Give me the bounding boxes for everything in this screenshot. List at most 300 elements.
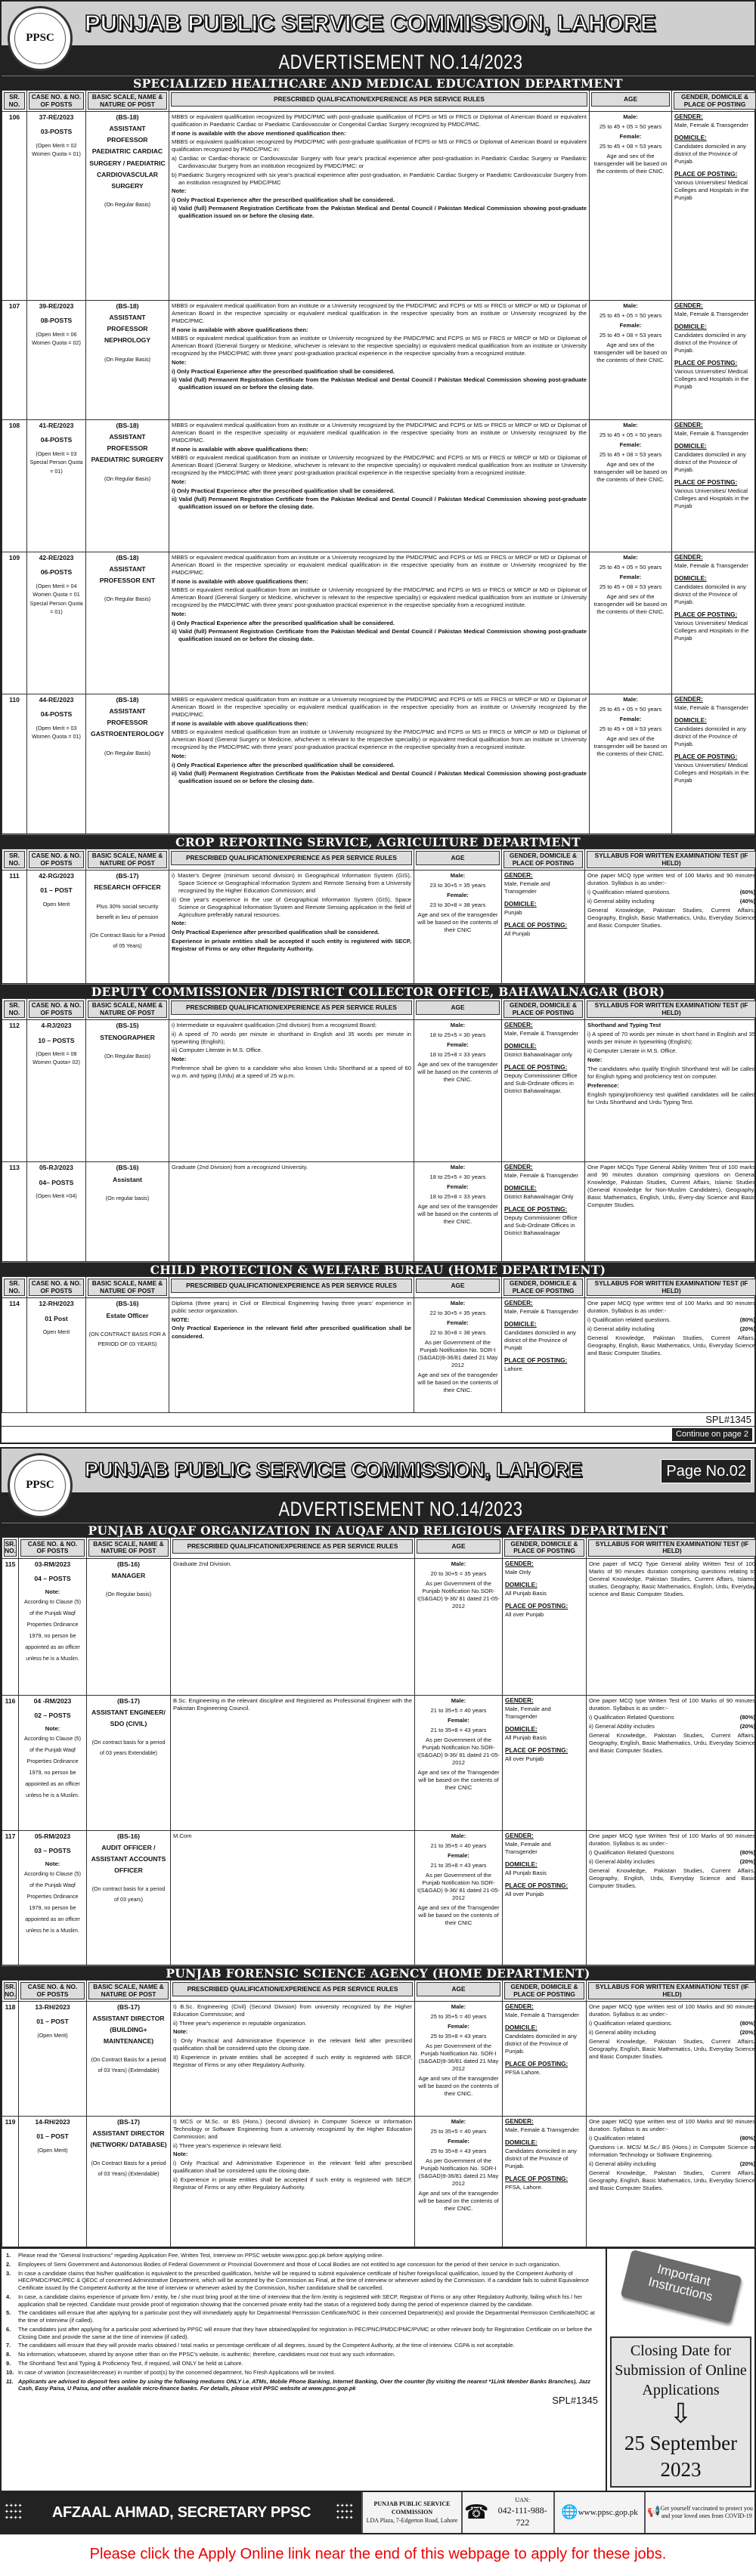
domicile-value: Candidates domiciled in any district of the Province of Punjab — [504, 1329, 582, 1352]
age-cell — [590, 552, 672, 694]
text-line: MBBS or equivalent medical qualification from an institute or a University recognized by the PMDC/PMC and FCPS or MS or FRCS or MRCP or MD or Diplomat of American Board in the respective speciality or equivalent medical qualification in the respective speciality from an institute or University recognized by the PMDC/PMC. — [172, 554, 587, 577]
table-row — [2, 552, 756, 694]
text-line: Only Practical Experience after prescribed qualification shall be considered. — [172, 929, 411, 936]
gender-label: GENDER: — [504, 1300, 582, 1308]
posts-count: 01 – POST — [21, 2018, 84, 2026]
posting-block — [674, 611, 755, 642]
table-row — [2, 1830, 756, 1965]
syl-block — [589, 2003, 755, 2061]
text-line: i) Only Practical Experience after the prescribed qualification shall be considered. — [172, 762, 587, 769]
basic-scale: (BS-17) — [89, 2118, 168, 2126]
column-header-label: GENDER, DOMICILE & PLACE OF POSTING — [503, 1000, 583, 1018]
domicile-label: DOMICILE: — [674, 575, 755, 583]
text-line: As per Government of the Punjab Notification No. SOR-I (S&GAD)9-36/81 dated 21 May 2012 — [417, 2157, 500, 2188]
case-cell — [19, 2002, 87, 2117]
instruction-number: 4. — [6, 2293, 18, 2309]
posting-block — [504, 1064, 582, 1095]
posting-block — [505, 1747, 584, 1763]
column-header-age — [414, 999, 502, 1020]
text-line: Experience in private entities shall be accepted if such entity is registered with SECP, Registrar of Firms or any other Regularity Authority. — [172, 938, 411, 953]
case-number: 14-RH/2023 — [21, 2118, 84, 2126]
instruction-text: The candidates will ensure that they will provide marks obtained / total marks or percentage certificate of all degrees, issued by the Competent Authority, at the time of interview. CGPA is not acceptable. — [18, 2342, 515, 2349]
post-cell — [86, 552, 169, 694]
basic-scale: (BS-17) — [89, 1697, 168, 1705]
closing-date-label: Closing Date for Submission of Online Applications — [613, 2341, 748, 2400]
gender-label: GENDER: — [504, 872, 582, 880]
text-line — [589, 2029, 755, 2036]
age-block — [592, 554, 669, 616]
domicile-value: Candidates domiciled in any district of the Province of Punjab. — [674, 332, 755, 354]
table-row — [2, 1162, 756, 1262]
column-header-label: CASE NO. & NO. OF POSTS — [29, 92, 84, 110]
posting-label: PLACE OF POSTING: — [674, 611, 755, 620]
column-header-syl — [585, 1277, 756, 1298]
text-line: MBBS or equivalent medical qualification from an institute or a University recognized by the PMDC/PMC and FCPS or MS or FRCS or MRCP or MD or Diplomat of American Board in the respective speciality or equivalent medical qualification in the respective speciality from an institute or University recognized by the PMDC/PMC. — [172, 422, 587, 444]
text-line: ii) Valid (full) Permanent Registration Certificate from the Pakistan Medical and Dental Council / Pakistan Medical Commission showing post-graduate qualification issued on or before the closing date. — [172, 376, 587, 391]
closing-date: 25 September 2023 — [613, 2430, 748, 2483]
syl-block — [587, 1300, 755, 1357]
syllabus-item: i) Qualification related questions. — [589, 2020, 672, 2027]
text-line: i) Only Practical Experience after the prescribed qualification shall be considered. — [172, 620, 587, 627]
case-cell — [19, 1695, 87, 1830]
text-line: Female: — [417, 2023, 500, 2030]
table-row — [2, 2117, 756, 2247]
syllabus-cell — [587, 1558, 756, 1695]
text-line: 25 to 45 + 05 = 50 years — [592, 312, 669, 320]
text-line: MBBS or equivalent medical qualification from an institute or University recognized by the PMDC/PMC and FCPS or MS or FRCS or MRCP or MD or Diplomat of American Board (General Surgery or Medicine, whichever is relevant to the respective speciality) or equivalent medical qualification from an institute or University recognized by the PMDC/PMC with three years' post-graduation practical experience in the respective speciality from a recognized institute. — [172, 454, 587, 477]
posting-label: PLACE OF POSTING: — [504, 1206, 582, 1214]
quota-detail: (Open Merit) — [21, 2031, 84, 2040]
text-line: 18 to 25+5 = 30 years — [417, 1031, 499, 1039]
text-line: General Knowledge, Pakistan Studies, Current Affairs, Geography, English, Basic Mathematics, Urdu, Everyday Science and Basic Computer Studies. — [589, 2169, 755, 2192]
qual-block — [172, 1022, 411, 1079]
qual-block — [172, 696, 587, 785]
gender-block — [505, 2118, 584, 2134]
posting-block — [505, 2176, 584, 2191]
age-cell — [590, 112, 672, 301]
instruction-number: 2. — [6, 2261, 18, 2268]
instruction-number: 9. — [6, 2360, 18, 2367]
instruction-item — [6, 2326, 601, 2341]
gender-block — [674, 113, 755, 129]
instruction-number: 11. — [6, 2378, 18, 2393]
syllabus-cell — [585, 1162, 756, 1262]
case-number: 42-RG/2023 — [29, 872, 83, 880]
syllabus-item: ii) General ability including — [587, 898, 655, 905]
domicile-block — [505, 2024, 584, 2055]
domicile-value: Candidates domiciled in any district of the Province of Punjab. — [674, 143, 755, 165]
text-line: 25 to 45 + 05 = 50 years — [592, 123, 669, 131]
age-block — [417, 1560, 500, 1610]
posting-label: PLACE OF POSTING: — [674, 753, 755, 762]
text-line: Age and sex of the transgender will be based on the contents of their CNIC. — [417, 1061, 499, 1084]
text-line: Shorthand and Typing Test — [587, 1022, 755, 1029]
text-line: Note: — [173, 2028, 412, 2036]
instruction-text: Applicants are advised to deposit fees online by using the following mediums ONLY i.e. ATMs, Mobile Phone Banking, Internet Banking, Over the counter (by visiting the nearest *1Link Member Banks Branches), Jazz Cash, Easy Paisa, U Paisa, and other available micro-finance banks. For details, please visit PPSC website at www.ppsc.gop.pk — [18, 2378, 601, 2393]
column-header-gdp — [502, 999, 585, 1020]
text-line: One paper MCQ type Written Test of 100 Marks of 90 minutes duration. Syllabus is as under:- — [589, 1832, 755, 1848]
text-line: 25 to 45 + 05 = 50 years — [592, 431, 669, 439]
apply-online-notice[interactable]: Please click the Apply Online link near the end of this webpage to apply for these jobs. — [0, 2537, 756, 2576]
quota-detail: Open Merit — [29, 1328, 83, 1337]
post-name: MANAGER — [89, 1570, 168, 1582]
column-header-gdp — [503, 1980, 587, 2001]
column-header-label: CASE NO. & NO. OF POSTS — [29, 1279, 84, 1296]
domicile-block — [504, 901, 582, 917]
syllabus-percentage: (20%) — [740, 1858, 755, 1866]
domicile-value: Candidates domiciled in any district of the Province of Punjab. — [505, 2033, 584, 2055]
column-header-age — [415, 1980, 503, 2001]
text-line: 25 to 35+5 = 40 years — [417, 2128, 500, 2135]
closing-date-box — [610, 2336, 751, 2488]
post-cell — [86, 112, 169, 301]
section-title: PUNJAB FORENSIC SCIENCE AGENCY (HOME DEPARTMENT) — [2, 1965, 754, 1980]
domicile-label: DOMICILE: — [505, 1861, 584, 1869]
column-header-sr — [2, 849, 27, 871]
text-line: 18 to 25+8 = 33 years — [417, 1193, 499, 1201]
quota-detail: Open Merit — [29, 900, 83, 909]
column-header-label: BASIC SCALE, NAME & NATURE OF POST — [88, 92, 167, 110]
post-basis: (On Regular Basis) — [88, 474, 166, 484]
text-line — [589, 2135, 755, 2142]
column-header-case — [27, 849, 86, 871]
column-header-label: PRESCRIBED QUALIFICATION/EXPERIENCE AS PER SERVICE RULES — [172, 1539, 413, 1554]
qual-block — [172, 422, 587, 511]
instruction-number: 5. — [6, 2309, 18, 2324]
gender-block — [505, 1832, 584, 1856]
text-line: a) Cardiac or Cardiac-thoracic or Cardiovascular Surgery with four year's practical experience after post-graduation in Paediatric Cardiac Surgery or Paediatric Cardiovascular Surgery from an institution recognized by PMDC/PMC: or — [172, 155, 587, 170]
gender-domicile-cell — [503, 2002, 587, 2117]
qualification-cell — [169, 871, 414, 984]
text-line: Graduate (2nd Division) from a recognized University. — [172, 1164, 411, 1171]
quota-detail: According to Clause (5) of the Punjab Waqf Properties Ordinance 1979, no person be appointed as an officer unless he is a Muslim. — [21, 1868, 84, 1937]
text-line: Only Practical Experience in the relevant field after prescribed qualification shall be considered. — [172, 1325, 411, 1340]
column-header-scale — [86, 849, 169, 871]
post-name: ASSISTANT DIRECTOR (NETWORK/ DATABASE) — [89, 2128, 168, 2151]
case-number: 42-RE/2023 — [29, 554, 83, 562]
syl-block — [589, 1832, 755, 1890]
column-header-case — [19, 1537, 87, 1558]
syllabus-percentage: (80%) — [740, 2020, 755, 2027]
syllabus-percentage: (40%) — [740, 898, 755, 905]
instruction-number: 3. — [6, 2270, 18, 2292]
syllabus-item: ii) General ability including — [589, 2160, 656, 2168]
posts-count: 03 – POSTS — [21, 1847, 84, 1855]
instruction-text: Employees of Semi Government and Autonomous Bodies of Federal Government or Provincial Government and those of Local Bodies are not entitled to age concession for the period of their service in such organization. — [18, 2261, 560, 2268]
post-name: Assistant — [88, 1174, 166, 1186]
post-cell — [86, 1298, 169, 1413]
gender-block — [505, 1560, 584, 1576]
column-header-scale — [87, 1980, 171, 2001]
syllabus-percentage: (20%) — [740, 2160, 755, 2168]
post-basis: (On Regular Basis) — [88, 748, 166, 759]
posting-value: PFSA, Lahore. — [505, 2184, 584, 2191]
website-link[interactable]: www.ppsc.gop.pk — [578, 2507, 638, 2519]
age-cell — [415, 1695, 503, 1830]
text-line: ii) Valid (full) Permanent Registration Certificate from the Pakistan Medical and Dental Council / Pakistan Medical Commission showing post-graduate qualification issued on or before the closing date. — [172, 628, 587, 643]
post-basis: (On contract basis for a period of 03 years) — [89, 1884, 168, 1904]
instruction-item — [6, 2309, 601, 2324]
instruction-number: 7. — [6, 2342, 18, 2349]
syllabus-cell — [587, 2002, 756, 2117]
case-cell — [27, 420, 86, 552]
table-row — [2, 871, 756, 984]
text-line: Age and sex of the transgender will be based on the contents of their CNIC. — [417, 1203, 499, 1226]
age-block — [592, 113, 669, 175]
case-cell — [27, 1162, 86, 1262]
text-line: Note: — [172, 920, 411, 927]
text-line: Male: — [592, 554, 669, 561]
post-basis: (On contract basis for a period of 03 years Extendable) — [89, 1737, 168, 1758]
section-title: PUNJAB AUQAF ORGANIZATION IN AUQAF AND RELIGIOUS AFFAIRS DEPARTMENT — [2, 1523, 754, 1537]
org-name: PUNJAB PUBLIC SERVICE COMMISSION — [364, 2500, 460, 2516]
domicile-label: DOMICILE: — [504, 1185, 582, 1193]
text-line: Female: — [417, 2138, 500, 2145]
instructions-list — [2, 2249, 607, 2491]
domicile-label: DOMICILE: — [505, 1582, 584, 1590]
domicile-label: DOMICILE: — [674, 443, 755, 451]
syllabus-cell — [585, 871, 756, 984]
posting-block — [674, 171, 755, 202]
closing-date-panel — [607, 2249, 754, 2491]
domicile-value: All Punjab Basis — [505, 1734, 584, 1742]
text-line: Male: — [592, 113, 669, 121]
text-line: 21 to 35+8 = 43 years — [417, 1862, 500, 1869]
column-header-scale — [86, 91, 169, 112]
text-line: Note: — [172, 187, 587, 195]
domicile-label: DOMICILE: — [505, 2139, 584, 2148]
basic-scale: (BS-17) — [89, 2003, 168, 2012]
text-line: MBBS or equivalent medical qualification from an institute or a University recognized by the PMDC/PMC and FCPS or MS or FRCS or MRCP or MD or Diplomat of American Board in the respective speciality or equivalent medical qualification in the respective speciality from an institute or University recognized by the PMDC/PMC. — [172, 302, 587, 325]
posts-count: 02 – POSTS — [21, 1712, 84, 1720]
text-line: Age and sex of the Transgender will be based on the contents of their CNIC — [417, 1904, 500, 1927]
column-header-label: PRESCRIBED QUALIFICATION/EXPERIENCE AS PER SERVICE RULES — [172, 1982, 413, 1996]
column-header-label: SYLLABUS FOR WRITTEN EXAMINATION/ TEST (IF HELD) — [588, 1539, 756, 1557]
decorative-stars-icon: ✦✦✦✦ ✦✦✦✦ ✦✦✦✦ — [336, 2503, 358, 2522]
column-header-sr — [2, 1980, 19, 2001]
domicile-value: District Bahawalnagar Only — [504, 1193, 582, 1201]
text-line: MBBS or equivalent medical qualification from an institute or University recognized by the PMDC/PMC and FCPS or MS or FRCS or MRCP or MD or Diplomat of American Board (General Surgery or Medicine, whichever is relevant to the respective speciality) or equivalent medical qualification from an institute or University recognized by the PMDC/PMC with three years' post-graduation practical experience in the respective speciality from a recognized institute. — [172, 586, 587, 609]
gender-block — [504, 1300, 582, 1316]
qual-block — [172, 872, 411, 953]
column-header-label: BASIC SCALE, NAME & NATURE OF POST — [88, 1539, 169, 1557]
qualification-cell — [169, 1298, 414, 1413]
domicile-label: DOMICILE: — [504, 1321, 582, 1329]
text-line: Female: — [592, 574, 669, 581]
gender-block — [674, 696, 755, 712]
gender-block — [504, 1022, 582, 1038]
text-line: ii) Computer Literate in M.S. Office. — [587, 1047, 755, 1055]
post-cell — [86, 420, 169, 552]
posts-count: 04-POSTS — [29, 710, 83, 719]
text-line: i) Only Practical Experience after the prescribed qualification shall be considered. — [172, 368, 587, 376]
posting-block — [674, 360, 755, 391]
column-header-label: PRESCRIBED QUALIFICATION/EXPERIENCE AS PER SERVICE RULES — [171, 92, 587, 107]
domicile-value: District Bahawalnagar only — [504, 1051, 582, 1059]
case-cell — [27, 694, 86, 834]
post-cell — [87, 2002, 171, 2117]
telephone-icon: ☎ — [464, 2500, 488, 2525]
quota-note-label: Note: — [21, 1860, 84, 1868]
column-header-label: GENDER, DOMICILE & PLACE OF POSTING — [504, 1982, 584, 1999]
posting-label: PLACE OF POSTING: — [505, 1747, 584, 1755]
text-line — [587, 1316, 755, 1324]
text-line: Questions i.e. MCS/ M.Sc./ BS (Hons.) in Computer Science or Information Technology or Software Engineering. — [589, 2144, 755, 2159]
text-line: Male: — [417, 1300, 499, 1307]
qualification-cell — [169, 694, 590, 834]
text-line: ii) Experience in private entities shall be accepted if such entity is registered with SECP, Registrar of Firms or any other Regulatory Authority. — [173, 2176, 412, 2191]
text-line: Female: — [417, 1041, 499, 1049]
org-address: LDA Plaza, 7-Edgerton Road, Lahore — [367, 2517, 458, 2525]
text-line: If none is available with above qualifications then: — [172, 720, 587, 728]
gender-value: Male, Female & Transgender — [505, 2012, 584, 2019]
text-line: 21 to 35+5 = 40 years — [417, 1707, 500, 1715]
quota-detail: According to Clause (5) of the Punjab Waqf Properties Ordinance 1979, no person be appointed as an officer unless he is a Muslim. — [21, 1733, 84, 1801]
column-header-qual — [169, 849, 414, 871]
column-header-qual — [169, 1277, 414, 1298]
column-header-label: GENDER, DOMICILE & PLACE OF POSTING — [503, 851, 583, 868]
post-cell — [86, 1162, 169, 1262]
section-title: CHILD PROTECTION & WELFARE BUREAU (HOME DEPARTMENT) — [2, 1262, 754, 1276]
advertisement-number: ADVERTISEMENT NO.14/2023 — [2, 42, 754, 75]
secretary-strip — [2, 2492, 361, 2533]
gender-domicile-cell — [672, 694, 756, 834]
post-name: ASSISTANT PROFESSOR GASTROENTEROLOGY — [88, 706, 166, 740]
gender-value: Male, Female & Transgender — [674, 122, 755, 129]
table-row — [2, 301, 756, 420]
gender-value: Male, Female & Transgender — [504, 1172, 582, 1180]
syllabus-cell — [587, 1695, 756, 1830]
text-line: 21 to 35+5 = 40 years — [417, 1842, 500, 1850]
domicile-value: Candidates domiciled in any district of the Province of Punjab. — [505, 2148, 584, 2170]
domicile-value: Candidates domiciled in any district of the Province of Punjab. — [674, 451, 755, 474]
column-header-label: AGE — [417, 1982, 500, 1996]
column-header-label: BASIC SCALE, NAME & NATURE OF POST — [88, 1279, 167, 1296]
case-number: 05-RJ/2023 — [29, 1164, 83, 1172]
case-cell — [19, 1558, 87, 1695]
gender-domicile-cell — [503, 1558, 587, 1695]
instruction-text: The Shorthand Test and Typing & Proficiency Test, if required, will ONLY be held at Lahore. — [18, 2360, 243, 2367]
posting-value: All over Punjab — [505, 1891, 584, 1898]
text-line: Male: — [592, 302, 669, 310]
posting-block — [504, 922, 582, 938]
table-row — [2, 1298, 756, 1413]
advert-reference: SPL#1345 — [2, 1413, 754, 1426]
text-line — [587, 1325, 755, 1333]
text-line: b) Paediatric Surgery recognized with six year's practical experience after post-graduation, in Paediatric Cardiac Surgery or Paediatric Cardiovascular Surgery from an institution recognized by PMDC/PMC — [172, 172, 587, 187]
column-header-case — [19, 1980, 87, 2001]
posting-value: Lahore. — [504, 1365, 582, 1373]
column-header-qual — [169, 999, 414, 1020]
text-line: 25 to 45 + 08 = 53 years — [592, 143, 669, 150]
case-cell — [27, 871, 86, 984]
text-line: Age and sex of the transgender will be based on the contents of their CNIC. — [592, 153, 669, 175]
instruction-item — [6, 2252, 601, 2259]
gender-domicile-cell — [502, 1020, 585, 1162]
text-line: 18 to 25+5 = 30 years — [417, 1174, 499, 1181]
table-header-row — [2, 1980, 756, 2001]
qual-block — [172, 113, 587, 220]
column-header-syl — [587, 1537, 756, 1558]
text-line: Age and sex of the transgender will be based on the contents of their CNIC. — [592, 593, 669, 616]
age-cell — [414, 1020, 502, 1162]
quota-detail: According to Clause (5) of the Punjab Waqf Properties Ordinance 1979, no person be appointed as an officer unless he is a Muslim. — [21, 1596, 84, 1665]
text-line: 25 to 45 + 05 = 50 years — [592, 706, 669, 713]
text-line: i) Only Practical Experience after the prescribed qualification shall be considered. — [172, 487, 587, 495]
text-line: As per Government of the Punjab Notification No.SOR-I(S&GAD) 9-36/ 81 dated 21-05-2012 — [417, 1580, 500, 1610]
domicile-value: All Punjab Basis — [505, 1869, 584, 1877]
posting-block — [504, 1357, 582, 1373]
instruction-text: In case of variation (increase/decrease) in number of post(s) by the concerned department, No Fresh Applications will be invited. — [18, 2369, 335, 2377]
basic-scale: (BS-16) — [88, 1164, 166, 1172]
post-name: ASSISTANT DIRECTOR (BUILDING+ MAINTENANCE) — [89, 2013, 168, 2047]
column-header-label: GENDER, DOMICILE & PLACE OF POSTING — [504, 1539, 584, 1557]
page-2 — [0, 1447, 756, 2534]
case-cell — [19, 2117, 87, 2247]
sr-no: 107 — [2, 301, 27, 420]
posting-value: Various Universities/ Medical Colleges and Hospitals in the Punjab — [674, 179, 755, 202]
text-line: Female: — [417, 1183, 499, 1191]
qual-block — [173, 1697, 412, 1712]
syllabus-percentage: (80%) — [740, 1316, 755, 1324]
age-block — [417, 1164, 499, 1226]
syllabus-percentage: (80%) — [740, 1714, 755, 1721]
qual-block — [172, 554, 587, 643]
gender-value: Male Only — [505, 1569, 584, 1576]
syllabus-item: i) Qualification related questions. — [587, 1316, 671, 1324]
posting-label: PLACE OF POSTING: — [504, 1357, 582, 1365]
section-title: CROP REPORTING SERVICE, AGRICULTURE DEPARTMENT — [2, 834, 754, 849]
case-cell — [27, 552, 86, 694]
continue-label: Continue on page 2 — [672, 1428, 752, 1441]
sr-no: 116 — [2, 1695, 19, 1830]
text-line: ii) Three year's experience in relevant field. — [173, 2142, 412, 2150]
domicile-block — [505, 1861, 584, 1877]
page-title: PUNJAB PUBLIC SERVICE COMMISSION, LAHORE — [85, 1457, 582, 1484]
post-name: ASSISTANT PROFESSOR PAEDIATRIC SURGERY — [88, 431, 166, 465]
column-header-label: PRESCRIBED QUALIFICATION/EXPERIENCE AS PER SERVICE RULES — [171, 851, 412, 865]
column-header-label: CASE NO. & NO. OF POSTS — [20, 1539, 85, 1557]
column-header-age — [414, 1277, 502, 1298]
gender-value: Male, Female & Transgender — [674, 311, 755, 318]
syl-block — [589, 1560, 755, 1598]
instruction-text: No information, whatsoever, shared by anyone other than on the PPSC's website, is authentic; therefore, candidates must not trust any such information. — [18, 2351, 395, 2358]
age-block — [592, 696, 669, 758]
page-number: Page No.02 — [661, 1459, 751, 1483]
qualification-cell — [169, 552, 590, 694]
instruction-number: 10. — [6, 2369, 18, 2377]
text-line: Male: — [417, 1560, 500, 1568]
text-line — [587, 889, 755, 896]
column-header-label: SYLLABUS FOR WRITTEN EXAMINATION/ TEST (IF HELD) — [587, 1279, 756, 1296]
qualification-cell — [171, 2002, 415, 2117]
posting-block — [674, 479, 755, 510]
domicile-block — [674, 717, 755, 748]
instruction-item — [6, 2369, 601, 2377]
text-line: If none is available with the above mentioned qualification then: — [172, 130, 587, 138]
text-line — [587, 898, 755, 905]
sr-no: 112 — [2, 1020, 27, 1162]
qualification-cell — [169, 420, 590, 552]
text-line: 23 to 30+5 = 35 years — [417, 882, 499, 889]
syllabus-percentage: (20%) — [740, 2029, 755, 2036]
syllabus-percentage: (60%) — [740, 889, 755, 896]
gender-label: GENDER: — [674, 554, 755, 562]
domicile-block — [674, 443, 755, 474]
posting-label: PLACE OF POSTING: — [505, 1603, 584, 1611]
instruction-item — [6, 2261, 601, 2268]
column-header-label: CASE NO. & NO. OF POSTS — [29, 851, 84, 868]
